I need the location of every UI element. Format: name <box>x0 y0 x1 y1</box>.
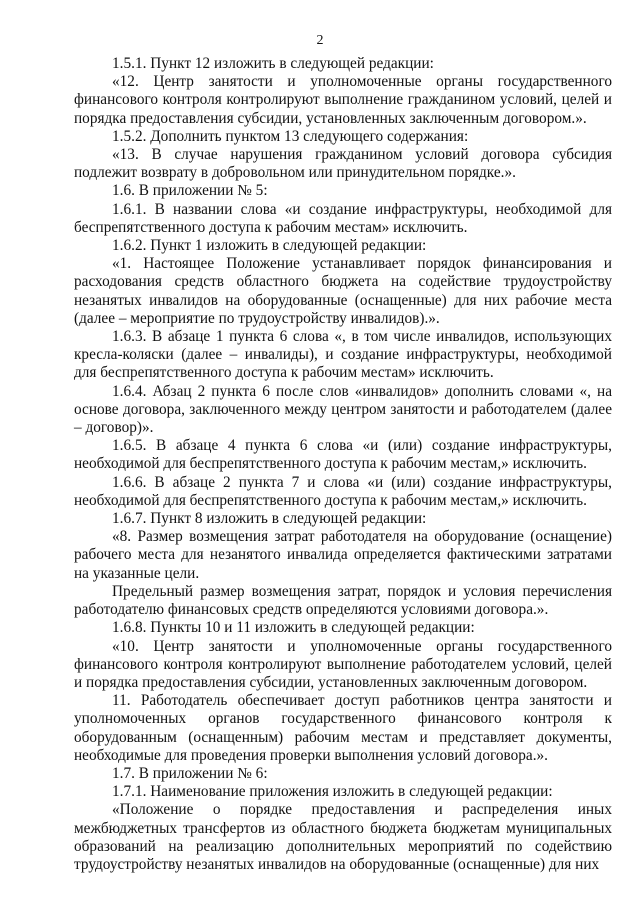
paragraph: «8. Размер возмещения затрат работодателя на оборудование (оснащение) рабочего места для незанятого инвалида определяется фактическими затратами на указанные цели. <box>74 528 612 582</box>
paragraph: 1.6.2. Пункт 1 изложить в следующей редакции: <box>112 237 427 255</box>
paragraph: 1.5.1. Пункт 12 изложить в следующей редакции: <box>112 55 434 72</box>
paragraph: «13. В случае нарушения гражданином условий договора субсидия подлежит возврату в добровольном или принудительном порядке.». <box>74 146 612 182</box>
page-number: 2 <box>316 33 324 48</box>
paragraph: 1.7. В приложении № 6: <box>112 764 268 782</box>
paragraph: «Положение о порядке предоставления и распределения иных межбюджетных трансфертов из областного бюджета бюджетам муниципальных образований на реализацию дополнительных мероприятий по содействию трудоустройству незанятых инвалидов на оборудованные (оснащенные) для них <box>74 801 612 873</box>
paragraph: 1.6.6. В абзаце 2 пункта 7 и слова «и (или) создание инфраструктуры, необходимой для беспрепятственного доступа к рабочим местам,» исключить. <box>74 473 612 509</box>
paragraph: 11. Работодатель обеспечивает доступ работников центра занятости и уполномоченных органов государственного финансового контроля к оборудованным (оснащенным) рабочим местам и представляет документы, необходимые для проведения проверки выполнения условий договора.». <box>74 692 612 764</box>
paragraph: «1. Настоящее Положение устанавливает порядок финансирования и расходования средств областного бюджета на содействие трудоустройству незанятых инвалидов на оборудованные (оснащенные) для них рабочие места (далее – мероприятие по трудоустройству инвалидов).». <box>74 255 612 327</box>
paragraph: 1.6.8. Пункты 10 и 11 изложить в следующей редакции: <box>112 619 475 637</box>
paragraph: 1.6. В приложении № 5: <box>112 182 268 200</box>
paragraph: 1.6.1. В названии слова «и создание инфраструктуры, необходимой для беспрепятственного доступа к рабочим местам» исключить. <box>74 200 612 236</box>
paragraph: 1.5.2. Дополнить пунктом 13 следующего содержания: <box>112 127 469 145</box>
paragraph: 1.6.3. В абзаце 1 пункта 6 слова «, в том числе инвалидов, использующих кресла-коляски (далее – инвалиды), и создание инфраструктуры, необходимой для беспрепятственного доступа к рабочим местам» исключить. <box>74 328 612 382</box>
paragraph: «10. Центр занятости и уполномоченные органы государственного финансового контроля контролируют выполнение работодателем условий, целей и порядка предоставления субсидии, установленных заключенным договором. <box>74 637 612 691</box>
paragraph: 1.6.5. В абзаце 4 пункта 6 слова «и (или) создание инфраструктуры, необходимой для беспрепятственного доступа к рабочим местам,» исключить. <box>74 437 612 473</box>
paragraph: «12. Центр занятости и уполномоченные органы государственного финансового контроля контролируют выполнение гражданином условий, целей и порядка предоставления субсидии, установленных заключенным договором.». <box>74 73 612 127</box>
paragraph: 1.6.4. Абзац 2 пункта 6 после слов «инвалидов» дополнить словами «, на основе договора, заключенного между центром занятости и работодателем (далее – договор)». <box>74 382 612 437</box>
paragraph: Предельный размер возмещения затрат, порядок и условия перечисления работодателю финансовых средств определяются условиями договора.». <box>74 582 612 619</box>
paragraph: 1.7.1. Наименование приложения изложить в следующей редакции: <box>112 783 553 801</box>
document-body <box>74 55 612 874</box>
paragraph: 1.6.7. Пункт 8 изложить в следующей редакции: <box>112 510 427 528</box>
